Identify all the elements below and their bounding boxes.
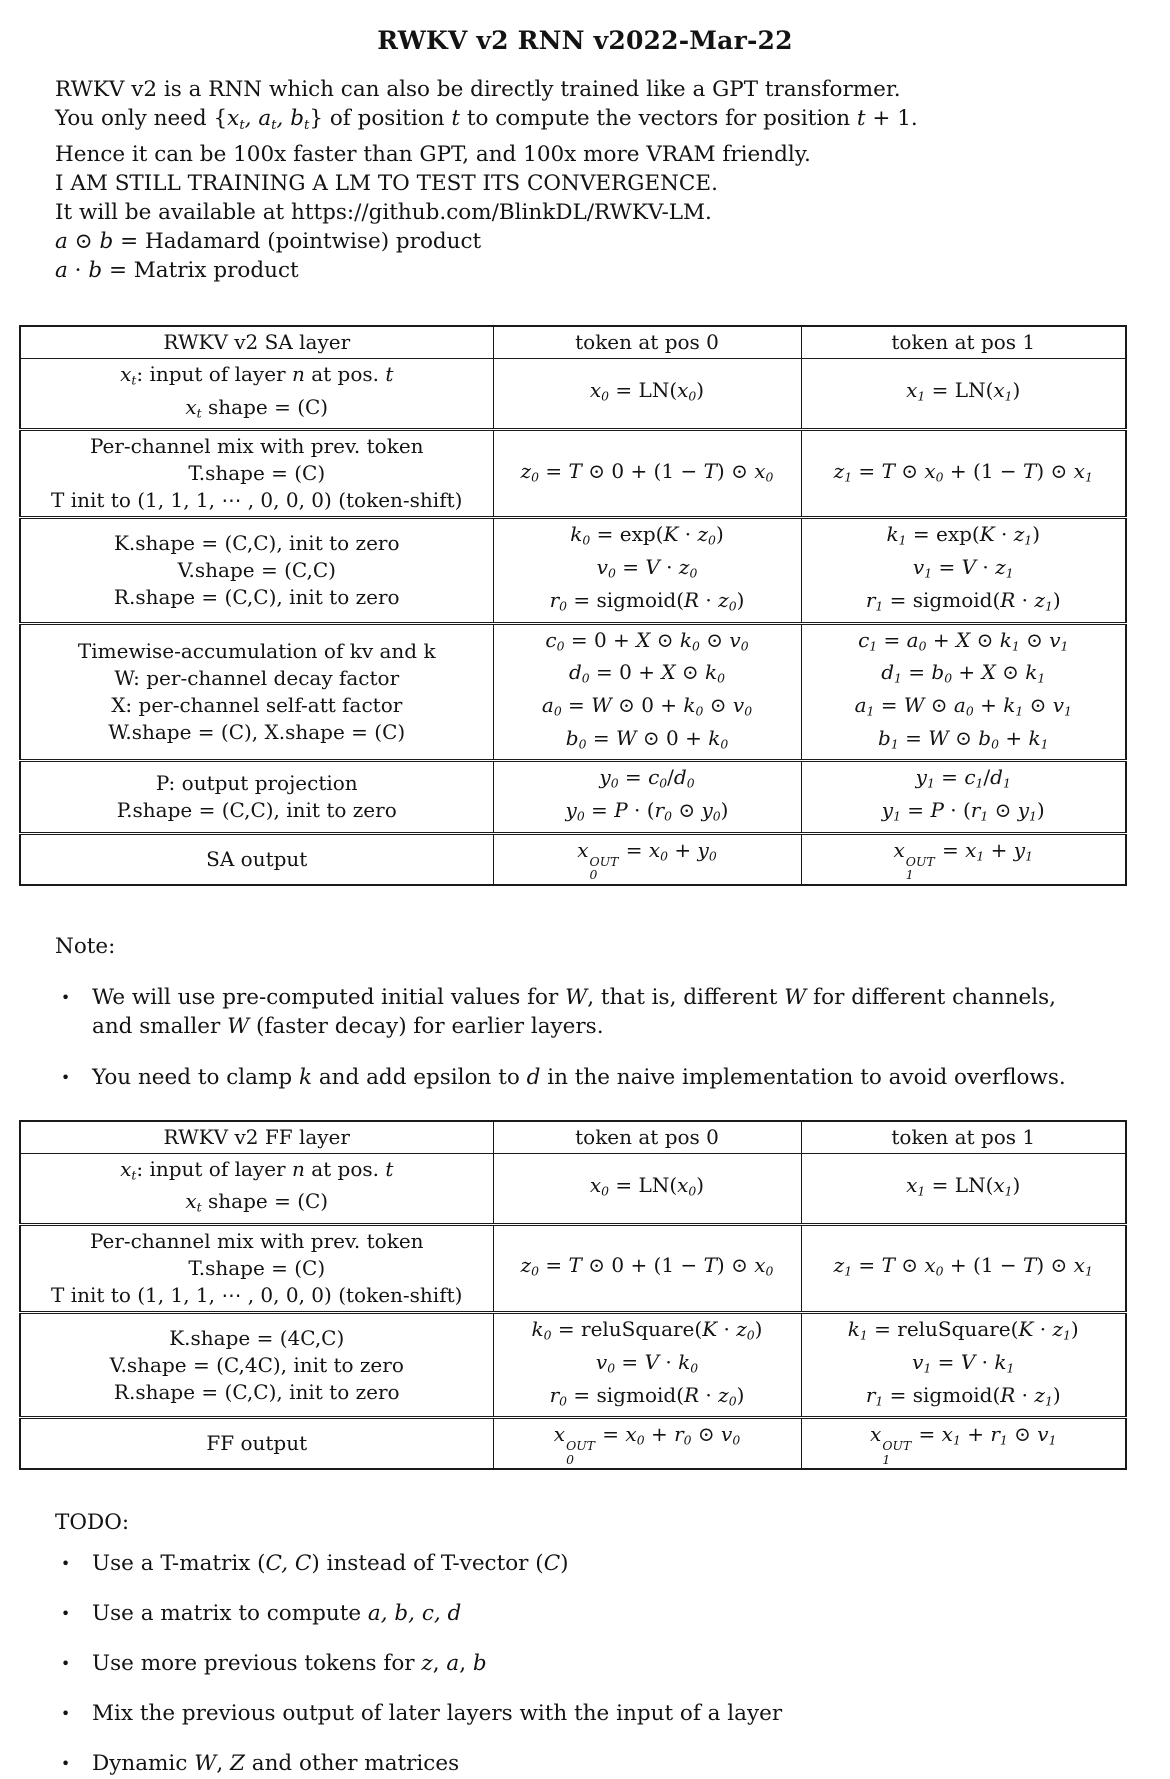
- bullet-icon: •: [61, 1755, 71, 1774]
- table-row: [20, 1313, 1126, 1418]
- note-heading: Note:: [55, 933, 116, 959]
- pos1-cell: $c_1 = a_0 + X$ ⊙ $k_1$ ⊙ $v_1$ $d_1 = b_0 + X$ ⊙ $k_1$ $a_1 = W$ ⊙ $a_0 + k_1$ ⊙ $v_1$ $b_1 = W$ ⊙ $b_0 + k_1$: [801, 623, 1126, 761]
- bullet-text: We will use pre-computed initial values for W, that is, different W for different channels, and smaller W (faster decay) for earlier layers.: [92, 984, 1057, 1039]
- pos1-cell: $x_1 = LN(x_1)$: [801, 1153, 1126, 1224]
- table-row: [20, 518, 1126, 623]
- row-label-cell: Timewise-accumulation of kv and k W: per-channel decay factor X: per-channel self-att factor W.shape = (C), X.shape = (C): [20, 623, 493, 761]
- ff-table-body: [20, 1153, 1126, 1469]
- bullet-icon: •: [61, 1605, 71, 1624]
- ff-col-header-pos1: token at pos 1: [801, 1121, 1126, 1154]
- note-list: [55, 983, 1140, 1092]
- bullet-text: Use more previous tokens for z, a, b: [92, 1651, 487, 1677]
- pos1-cell: x OUT 1 = $x_1 + y_1$: [801, 833, 1126, 884]
- pos0-cell: $x_0 = LN(x_0)$: [493, 358, 801, 429]
- ff-col-header-pos0: token at pos 0: [493, 1121, 801, 1154]
- row-label-cell: SA output: [20, 833, 493, 884]
- bullet-item: [55, 1599, 1102, 1628]
- table-row: [20, 1225, 1126, 1313]
- bullet-text: Dynamic W, Z and other matrices: [92, 1751, 460, 1777]
- todo-list: [55, 1549, 1140, 1778]
- pos1-cell: x OUT 1 = $x_1 + r_1$ ⊙ $v_1$: [801, 1418, 1126, 1469]
- row-label-cell: K.shape = (C,C), init to zero V.shape = (C,C) R.shape = (C,C), init to zero: [20, 518, 493, 623]
- text-line: I AM STILL TRAINING A LM TO TEST ITS CONVERGENCE.: [55, 170, 718, 196]
- sa-col-header-layer: RWKV v2 SA layer: [20, 326, 493, 359]
- ff-layer-table: [19, 1120, 1127, 1470]
- row-label-cell: $x_t$: input of layer n at pos. t $x_t$ shape = (C): [20, 358, 493, 429]
- pos0-cell: $x_0 = LN(x_0)$: [493, 1153, 801, 1224]
- bullet-item: [55, 1749, 1102, 1778]
- bullet-icon: •: [61, 1705, 71, 1724]
- sa-table-body: [20, 358, 1126, 884]
- text-line: a · b = Matrix product: [55, 257, 299, 283]
- bullet-text: Use a T-matrix (C, C) instead of T-vector (C): [92, 1551, 569, 1577]
- pos1-cell: $z_1 = T$ ⊙ $x_0 + (1 - T)$ ⊙ $x_1$: [801, 1225, 1126, 1313]
- bullet-icon: •: [61, 1655, 71, 1674]
- sa-col-header-pos0: token at pos 0: [493, 326, 801, 359]
- row-label-cell: $x_t$: input of layer n at pos. t $x_t$ shape = (C): [20, 1153, 493, 1224]
- bullet-item: [55, 1549, 1102, 1578]
- pos1-cell: $y_1 = c_1/d_1$ $y_1 = P \cdot (r_1$ ⊙ $y_1$): [801, 761, 1126, 833]
- row-label-cell: Per-channel mix with prev. token T.shape = (C) T init to (1, 1, 1, ⋯ , 0, 0, 0) (token-shift): [20, 1225, 493, 1313]
- pos0-cell: $k_0 = \exp(K \cdot z_0)$ $v_0 = V \cdot z_0$ $r_0$ = sigmoid(R · $z_0$): [493, 518, 801, 623]
- pos1-cell: $x_1 = LN(x_1)$: [801, 358, 1126, 429]
- text-line: It will be available at https://github.com/BlinkDL/RWKV-LM.: [55, 199, 712, 225]
- table-row: [20, 358, 1126, 429]
- row-label-cell: FF output: [20, 1418, 493, 1469]
- row-label-cell: P: output projection P.shape = (C,C), init to zero: [20, 761, 493, 833]
- bullet-item: [55, 983, 1102, 1041]
- page-title: RWKV v2 RNN v2022-Mar-22: [377, 26, 793, 55]
- sa-table-header-row: [20, 326, 1126, 359]
- pos1-cell: $k_1$ = reluSquare(K · $z_1$) $v_1 = V \cdot k_1$ $r_1$ = sigmoid(R · $z_1$): [801, 1313, 1126, 1418]
- bullet-icon: •: [61, 988, 71, 1007]
- pos0-cell: $z_0 = T$ ⊙ 0 + (1 − T) ⊙ $x_0$: [493, 1225, 801, 1313]
- pos0-cell: $z_0 = T$ ⊙ 0 + (1 − T) ⊙ $x_0$: [493, 430, 801, 518]
- bullet-item: [55, 1699, 1102, 1728]
- table-row: [20, 1153, 1126, 1224]
- bullet-icon: •: [61, 1555, 71, 1574]
- pos1-cell: $k_1 = \exp(K \cdot z_1)$ $v_1 = V \cdot z_1$ $r_1$ = sigmoid(R · $z_1$): [801, 518, 1126, 623]
- pos0-cell: $y_0 = c_0/d_0$ $y_0 = P \cdot (r_0$ ⊙ $y_0$): [493, 761, 801, 833]
- bullet-text: Use a matrix to compute a, b, c, d: [92, 1601, 462, 1627]
- document-page: [0, 26, 1170, 1777]
- text-line: Hence it can be 100x faster than GPT, and 100x more VRAM friendly.: [55, 141, 811, 167]
- pos0-cell: x OUT 0 = $x_0 + r_0$ ⊙ $v_0$: [493, 1418, 801, 1469]
- pos0-cell: $c_0 = 0 + X$ ⊙ $k_0$ ⊙ $v_0$ $d_0 = 0 + X$ ⊙ $k_0$ $a_0 = W$ ⊙ $0 + k_0$ ⊙ $v_0$ $b_0 = W$ ⊙ $0 + k_0$: [493, 623, 801, 761]
- bullet-text: Mix the previous output of later layers with the input of a layer: [92, 1701, 783, 1727]
- todo-heading: TODO:: [55, 1510, 130, 1536]
- table-row: [20, 430, 1126, 518]
- table-row: [20, 1418, 1126, 1469]
- ff-table-header-row: [20, 1121, 1126, 1154]
- row-label-cell: Per-channel mix with prev. token T.shape = (C) T init to (1, 1, 1, ⋯ , 0, 0, 0) (token-shift): [20, 430, 493, 518]
- sa-col-header-pos1: token at pos 1: [801, 326, 1126, 359]
- text-line: You only need {$x_t$, $a_t$, $b_t$} of position t to compute the vectors for position t + 1.: [55, 106, 918, 133]
- text-line: RWKV v2 is a RNN which can also be directly trained like a GPT transformer.: [55, 77, 901, 102]
- table-row: [20, 623, 1126, 761]
- bullet-item: [55, 1063, 1102, 1092]
- text-line: a ⊙ b = Hadamard (pointwise) product: [55, 228, 482, 254]
- pos1-cell: $z_1 = T$ ⊙ $x_0 + (1 - T)$ ⊙ $x_1$: [801, 430, 1126, 518]
- bullet-icon: •: [61, 1068, 71, 1087]
- pos0-cell: $k_0$ = reluSquare(K · $z_0$) $v_0 = V \cdot k_0$ $r_0$ = sigmoid(R · $z_0$): [493, 1313, 801, 1418]
- table-row: [20, 761, 1126, 833]
- bullet-text: You need to clamp k and add epsilon to d in the naive implementation to avoid overflows.: [92, 1064, 1066, 1090]
- row-label-cell: K.shape = (4C,C) V.shape = (C,4C), init to zero R.shape = (C,C), init to zero: [20, 1313, 493, 1418]
- table-row: [20, 833, 1126, 884]
- pos0-cell: x OUT 0 = $x_0 + y_0$: [493, 833, 801, 884]
- sa-layer-table: [19, 325, 1127, 886]
- ff-col-header-layer: RWKV v2 FF layer: [20, 1121, 493, 1154]
- intro-paragraph: [55, 75, 1140, 285]
